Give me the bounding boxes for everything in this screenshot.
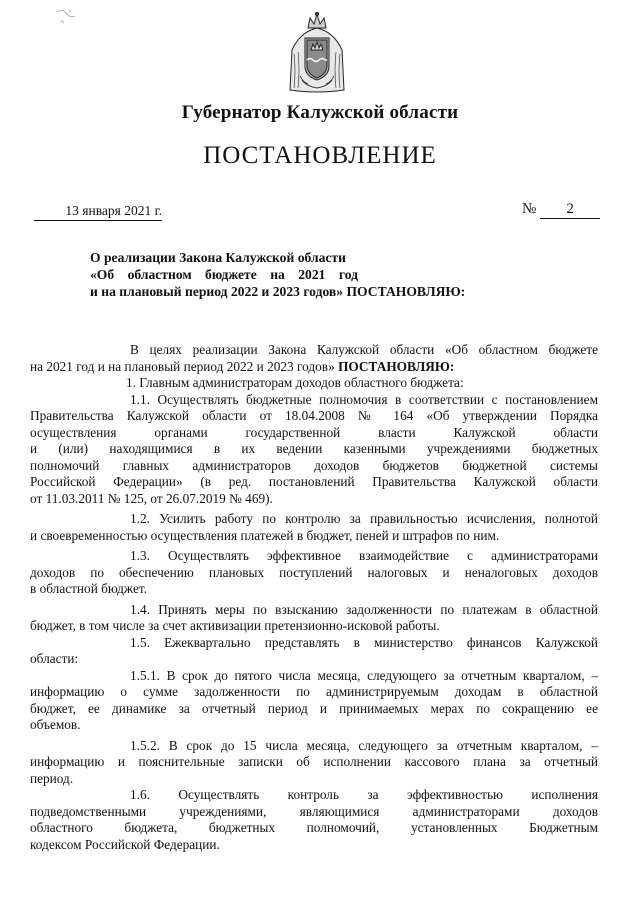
body-line: подведомственными учреждениями, являющимися администраторами доходов [30,803,598,819]
body-line: полномочий главных администраторов доходов бюджетов бюджетной системы [30,457,598,473]
number-value: 2 [540,201,600,219]
item-1-4 [30,602,598,635]
document-body [30,342,598,853]
body-line: доходов по обеспечению плановых поступлений налоговых и неналоговых доходов [30,564,598,580]
document-date: 13 января 2021 г. [34,203,162,221]
body-line: области: [30,651,79,666]
body-line: от 11.03.2011 № 125, от 26.07.2019 № 469). [30,490,273,506]
item-1 [90,375,598,392]
document-type-title: ПОСТАНОВЛЕНИЕ [203,142,437,169]
subject-line: и на плановый период 2022 и 2023 годов» ПОСТАНОВЛЯЮ: [90,284,466,299]
kaluga-region-coat-of-arms-icon [286,10,348,96]
body-line [30,359,598,376]
item-1-6 [30,787,598,853]
item-1-1 [30,392,598,508]
body-line: 1.5. Ежеквартально представлять в министерство финансов Калужской [130,634,598,650]
subject-line: «Об областном бюджете на 2021 год [90,267,358,282]
scan-mark-icon [55,6,85,28]
body-line: Российской Федерации» (в ред. постановлений Правительства Калужской области [30,474,598,489]
subject-line: О реализации Закона Калужской области [90,250,346,265]
body-line: 1.3. Осуществлять эффективное взаимодействие с администраторами [130,548,598,563]
item-1-5-1 [30,668,598,734]
body-line: 1.5.1. В срок до пятого числа месяца, следующего за отчетным кварталом, – [130,667,598,683]
body-line: период. [30,770,74,786]
body-line: 1.4. Принять меры по взысканию задолженности по платежам в областной [130,601,598,617]
body-line: В целях реализации Закона Калужской области «Об областном бюджете [130,342,598,357]
document-subject [90,249,466,300]
body-line: и (или) находящимися в их ведении казенными учреждениями бюджетных [30,441,598,456]
number-label: № [522,201,537,217]
body-line: осуществления органами государственной власти Калужской области [30,424,598,440]
body-line: 1.1. Осуществлять бюджетные полномочия в соответствии с постановлением [130,391,598,407]
body-line-text: на 2021 год и на плановый период 2022 и 2023 годов» [30,358,335,374]
issuer-title: Губернатор Калужской области [181,102,459,123]
body-line: и своевременностью осуществления платежей в бюджет, пеней и штрафов по ним. [30,527,500,543]
body-line: 1.2. Усилить работу по контролю за правильностью исчисления, полнотой [130,511,598,526]
body-line: бюджет, ее динамике за отчетный период и принимаемых мерах по сокращению ее [30,700,598,716]
item-1-5-2 [30,738,598,788]
item-1-5 [30,635,598,668]
body-line: областного бюджета, бюджетных полномочий, установленных Бюджетным [30,820,598,835]
body-line: информацию и пояснительные записки об исполнении кассового плана за отчетный [30,754,598,769]
body-line: 1.6. Осуществлять контроль за эффективностью исполнения [130,787,598,802]
item-1-3 [30,548,598,598]
body-line: информацию о сумме задолженности по администрируемым доходам в областной [30,684,598,699]
body-line: кодексом Российской Федерации. [30,836,220,852]
intro-paragraph [30,342,598,375]
body-line: 1. Главным администраторам доходов областного бюджета: [126,375,464,390]
body-line: в областной бюджет. [30,581,147,596]
item-1-2 [30,511,598,544]
body-line: объемов. [30,717,81,732]
body-line: 1.5.2. В срок до 15 числа месяца, следующего за отчетным кварталом, – [130,737,598,753]
decree-keyword: ПОСТАНОВЛЯЮ: [338,358,455,374]
body-line: бюджет, в том числе за счет активизации претензионно-исковой работы. [30,618,440,633]
body-line: Правительства Калужской области от 18.04.2008 № 164 «Об утверждении Порядка [30,408,598,423]
document-number [522,201,600,219]
